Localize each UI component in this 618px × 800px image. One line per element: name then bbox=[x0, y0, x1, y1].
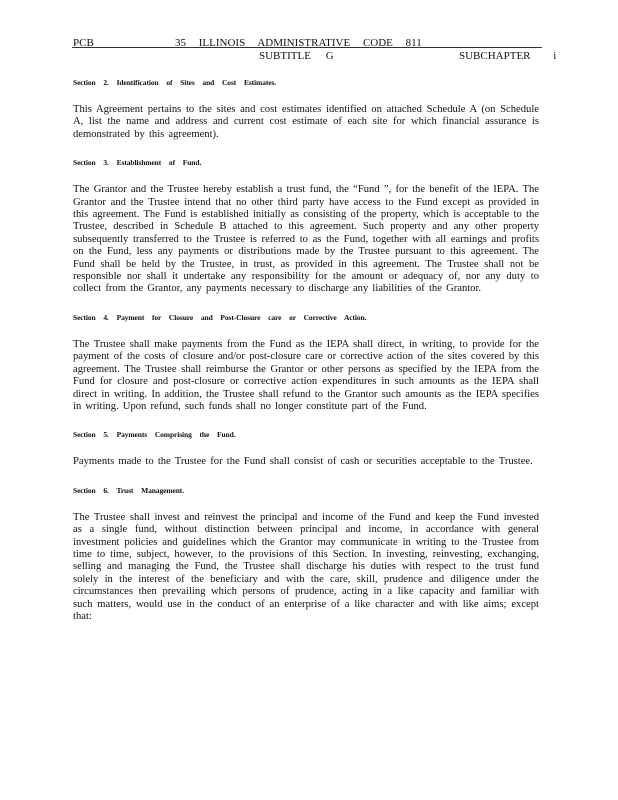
header-subchapter: SUBCHAPTER i bbox=[459, 50, 557, 62]
section-4-body: The Trustee shall make payments from the Fund as the IEPA shall direct, in writing, to provide for the payment of the costs of closure and/or post-closure care or corrective action of the sites covered by this agreement. The Trustee shall reimburse the Grantor or other persons as specified by the IEPA from the Fund for closure and post-closure or corrective action expenditures in such amounts as the IEPA shall direct in writing. In addition, the Trustee shall refund to the Grantor such amounts as the IEPA specifies in writing. Upon refund, such funds shall no longer constitute part of the Fund. bbox=[73, 338, 539, 412]
header-rule bbox=[72, 47, 542, 48]
section-5-body: Payments made to the Trustee for the Fund shall consist of cash or securities acceptable to the Trustee. bbox=[73, 456, 533, 468]
header-code: 35 ILLINOIS ADMINISTRATIVE CODE 811 bbox=[175, 37, 422, 49]
section-2-body: This Agreement pertains to the sites and cost estimates identified on attached Schedule A (on Schedule A, list the name and address and current cost estimate of each site for which financial assurance is demonstrated by this agreement). bbox=[73, 104, 539, 140]
section-3-heading: Section 3. Establishment of Fund. bbox=[73, 158, 202, 168]
header-left: PCB bbox=[73, 37, 94, 49]
header-subtitle: SUBTITLE G bbox=[259, 50, 334, 62]
section-2-heading: Section 2. Identification of Sites and Cost Estimates. bbox=[73, 78, 277, 87]
section-4-heading: Section 4. Payment for Closure and Post-Closure care or Corrective Action. bbox=[73, 312, 367, 322]
section-3-body: The Grantor and the Trustee hereby establish a trust fund, the “Fund ”, for the benefit of the IEPA. The Grantor and the Trustee intend that no other third party have access to the Fund except as provided in this agreement. The Fund is established initially as consisting of the property, which is acceptable to the Trustee, described in Schedule B attached to this agreement. Such property and any other property subsequently transferred to the Trustee is referred to as the Fund, together with all earnings and profits on the Fund, less any payments or distributions made by the Trustee pursuant to this agreement. The Fund shall be held by the Trustee, in trust, as provided in this agreement. The Trustee shall not be responsible nor shall it undertake any responsibility for the amount or adequacy of, nor any duty to collect from the Grantor, any payments necessary to discharge any liabilities of the Grantor. bbox=[73, 184, 539, 295]
section-6-heading: Section 6. Trust Management. bbox=[73, 485, 184, 495]
section-5-heading: Section 5. Payments Comprising the Fund. bbox=[73, 430, 236, 440]
section-6-body: The Trustee shall invest and reinvest the principal and income of the Fund and keep the Fund invested as a single fund, without distinction between principal and income, in accordance with general investment policies and guidelines which the Grantor may communicate in writing to the Trustee from time to time, subject, however, to the provisions of this Section. In investing, reinvesting, exchanging, selling and managing the Fund, the Trustee shall discharge his duties with respect to the trust fund solely in the interest of the beneficiary and with the care, skill, prudence and diligence under the circumstances then prevailing which persons of prudence, acting in a like capacity and familiar with such matters, would use in the conduct of an enterprise of a like character and with like aims; except that: bbox=[73, 511, 539, 622]
document-body bbox=[73, 78, 539, 640]
